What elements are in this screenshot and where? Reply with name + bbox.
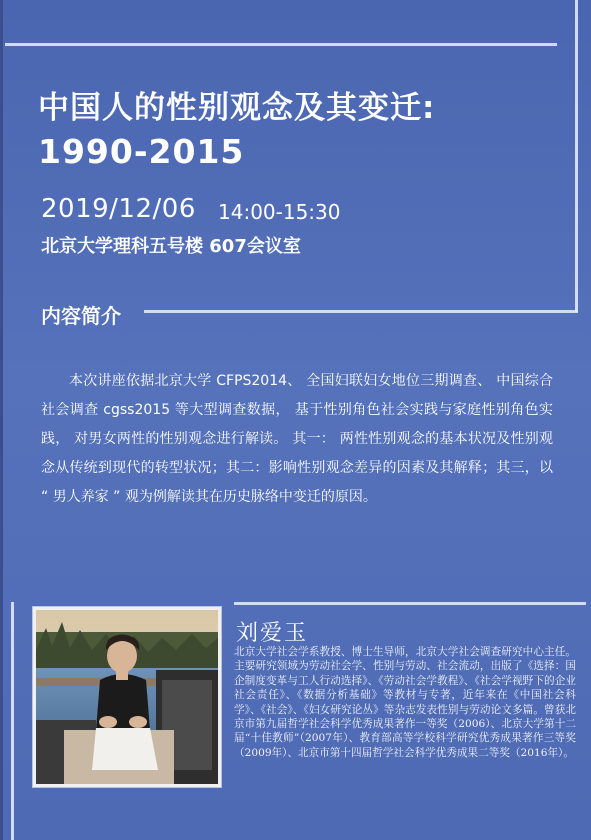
top-frame-line	[5, 43, 557, 46]
poster-title	[38, 86, 558, 174]
section-underline	[144, 310, 578, 313]
speaker-top-line	[234, 602, 586, 605]
speaker-bio: 北京大学社会学系教授、博士生导师，北京大学社会调查研究中心主任。主要研究领域为劳动社会学、性别与劳动、社会流动，出版了《选择：国企制度变革与工人行动选择》、《劳动社会学教程》、《社会学视野下的企业社会责任》、《数据分析基础》等教材与专著，近年来在《中国社会科学》、《社会》、《妇女研究论丛》等杂志发表性别与劳动论文多篇。曾获北京市第九届哲学社会科学优秀成果著作一等奖（2006）、北京大学第十二届“十佳教师”（2007年）、教育部高等学校科学研究优秀成果著作三等奖（2009年）、北京市第十四届哲学社会科学优秀成果二等奖（2016年）。	[234, 646, 576, 759]
title-line-1: 中国人的性别观念及其变迁:	[38, 90, 436, 126]
left-edge-strip	[0, 0, 3, 840]
speaker-name: 刘爱玉	[236, 621, 309, 646]
right-frame-line	[575, 0, 578, 312]
event-venue: 北京大学理科五号楼 607会议室	[41, 236, 301, 257]
title-line-2: 1990-2015	[38, 132, 245, 171]
intro-paragraph: 本次讲座依据北京大学 CFPS2014、 全国妇联妇女地位三期调查、 中国综合社会调查 cgss2015 等大型调查数据， 基于性别角色社会实践与家庭性别角色实践， 对男女两性的性别观念进行解读。 其一： 两性性别观念的基本状况及性别观念从传统到现代的转型状况；其二：影响性别观念差异的因素及其解释；其三，以 “ 男人养家 ” 观为例解读其在历史脉络中变迁的原因。	[41, 373, 553, 505]
event-date: 2019/12/06	[41, 194, 196, 224]
speaker-photo	[33, 607, 221, 787]
speaker-left-line	[11, 602, 14, 840]
section-heading: 内容简介	[41, 304, 121, 328]
speaker-photo-image	[36, 610, 218, 784]
event-time: 14:00-15:30	[218, 200, 341, 224]
